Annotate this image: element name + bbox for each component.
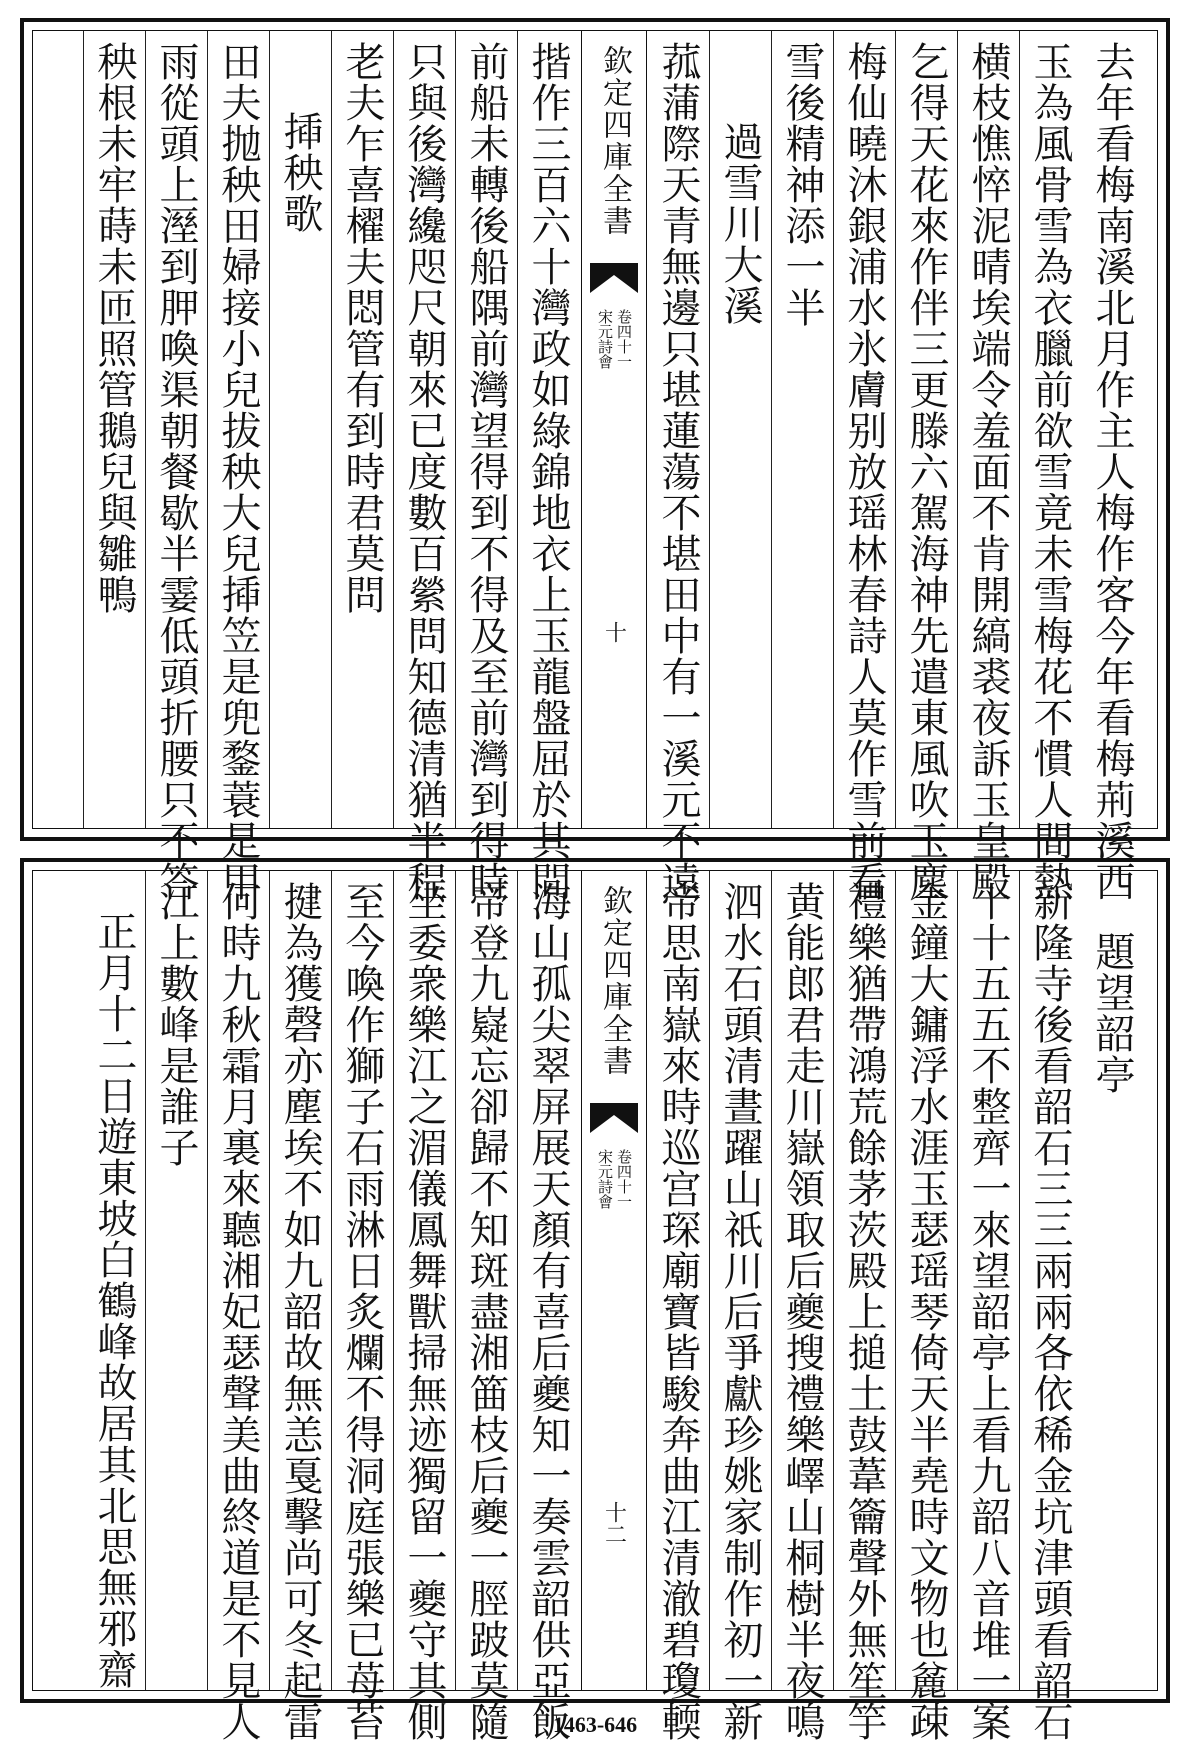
center-fold [581, 31, 647, 828]
text-column: 乞得天花來作伴三更滕六駕海神先遣東風吹玉塵 [903, 41, 949, 902]
column-rule [455, 31, 456, 828]
text-column: 十十五五不整齊一來望韶亭上看九韶八音堆一案 [965, 881, 1011, 1742]
text-column: 黄能郎君走川嶽領取后夔搜禮樂嶧山桐樹半夜鳴 [779, 881, 825, 1742]
column-rule [709, 31, 710, 828]
text-column: 只與後灣纔咫尺朝來已度數百縈問知德清猶半程 [401, 41, 447, 902]
column-rule [393, 871, 394, 1690]
column-rule [269, 31, 270, 828]
column-rule [145, 31, 146, 828]
text-column: 菰蒲際天青無邊只堪蓮蕩不堪田中有一溪元不遠 [655, 41, 701, 902]
text-column: 横枝憔悴泥晴埃端令羞面不肯開縞裘夜訴玉皇殿 [965, 41, 1011, 902]
column-rule [1019, 871, 1020, 1690]
text-column: 田夫抛秧田婦接小兒拔秧大兒揷笠是兜鍪蓑是甲 [215, 41, 261, 902]
column-rule [207, 871, 208, 1690]
column-rule [709, 871, 710, 1690]
fish-tail-mark [590, 263, 638, 293]
page-reference-number: 1463-646 [552, 1712, 638, 1737]
text-column: 帝登九嶷忘卻歸不知斑盡湘筁枝后夔一脛跛莫隨 [463, 881, 509, 1742]
text-column: 何時九秋霜月裏來聽湘妃瑟聲美曲終道是不見人 [215, 881, 261, 1742]
poem-title-column: 揷秧歌 [277, 111, 323, 234]
column-rule [771, 31, 772, 828]
text-column: 揩作三百六十灣政如綠錦地衣上玉龍盤屈於其間 [525, 41, 571, 902]
text-column: 帝思南嶽來時巡宫琛廟寶皆駿奔曲江清澈碧瓊輭 [655, 881, 701, 1742]
column-rule [455, 871, 456, 1690]
column-rule [895, 31, 896, 828]
column-rule [895, 871, 896, 1690]
center-fold [581, 871, 647, 1690]
column-rule [833, 31, 834, 828]
text-column: 坐委衆樂江之湄儀鳳舞獸掃無迹獨留一夔守其側 [401, 881, 447, 1742]
volume-label: 宋元詩會 卷四十一 [596, 1149, 633, 1209]
top-page [20, 18, 1170, 902]
text-column: 禮樂猶帶鴻荒餘茅茨殿上搥土鼓葦籥聲外無笙竽 [841, 881, 887, 1742]
top-page-frame [32, 30, 1158, 902]
page-number: 十 [601, 621, 627, 643]
text-column: 雨從頭上溼到胛喚渠朝餐歇半霎低頭折腰只不答 [153, 41, 199, 902]
text-column: 前船未轉後船隅前灣望得到不得及至前灣到得時 [463, 41, 509, 902]
book-title: 欽定四庫全書 [597, 45, 632, 237]
poem-title-column: 題望韶亭 [1089, 931, 1135, 1095]
volume-label: 宋元詩會 卷四十一 [596, 309, 633, 369]
column-rule [207, 31, 208, 828]
text-column: 玉為風骨雪為衣臘前欲雪竟未雪梅花不慣人間熱 [1027, 41, 1073, 902]
column-rule [331, 31, 332, 828]
poem-title-column: 正月十二日遊東坡白鶴峰故居其北思無邪齋 [91, 911, 137, 1690]
text-column: 秧根未牢蒔未匝照管鵝兒與雛鴨 [91, 41, 137, 615]
poem-title-column: 過雪川大溪 [717, 121, 763, 326]
column-rule [269, 871, 270, 1690]
column-rule [771, 871, 772, 1690]
text-column: 至今喚作獅子石雨淋日炙爛不得洞庭張樂已苺苔 [339, 881, 385, 1742]
column-rule [83, 31, 84, 828]
text-column: 金鐘大鏞浮水涯玉瑟瑶琴倚天半堯時文物也麄疎 [903, 881, 949, 1742]
text-column: 新隆寺後看韶石三三兩兩各依稀金坑津頭看韶石 [1027, 881, 1073, 1742]
page-number: 十二 [601, 1501, 627, 1545]
column-rule [957, 871, 958, 1690]
text-column: 江上數峰是誰子 [153, 881, 199, 1168]
text-column: 梅仙曉沐銀浦水氷膚别放瑶林春詩人莫作雪前看 [841, 41, 887, 902]
column-rule [517, 31, 518, 828]
fish-tail-mark [590, 1103, 638, 1133]
text-column: 揵為獲磬亦塵埃不如九韶故無恙戛擊尚可冬起雷 [277, 881, 323, 1742]
text-column: 老夫乍喜櫂夫悶管有到時君莫問 [339, 41, 385, 615]
text-column: 去年看梅南溪北月作主人梅作客今年看梅荊溪西 [1089, 41, 1135, 902]
column-rule [145, 871, 146, 1690]
text-column: 海山孤尖翠屏展天顏有喜后夔知一奏雲韶供亞飯 [525, 881, 571, 1742]
text-column: 雪後精神添一半 [779, 41, 825, 328]
column-rule [957, 31, 958, 828]
column-rule [331, 871, 332, 1690]
book-title: 欽定四庫全書 [597, 885, 632, 1077]
column-rule [393, 31, 394, 828]
column-rule [517, 871, 518, 1690]
column-rule [833, 871, 834, 1690]
text-column: 泗水石頭清晝躍山祇川后爭獻珍姚家制作初一新 [717, 881, 763, 1742]
column-rule [1019, 31, 1020, 828]
